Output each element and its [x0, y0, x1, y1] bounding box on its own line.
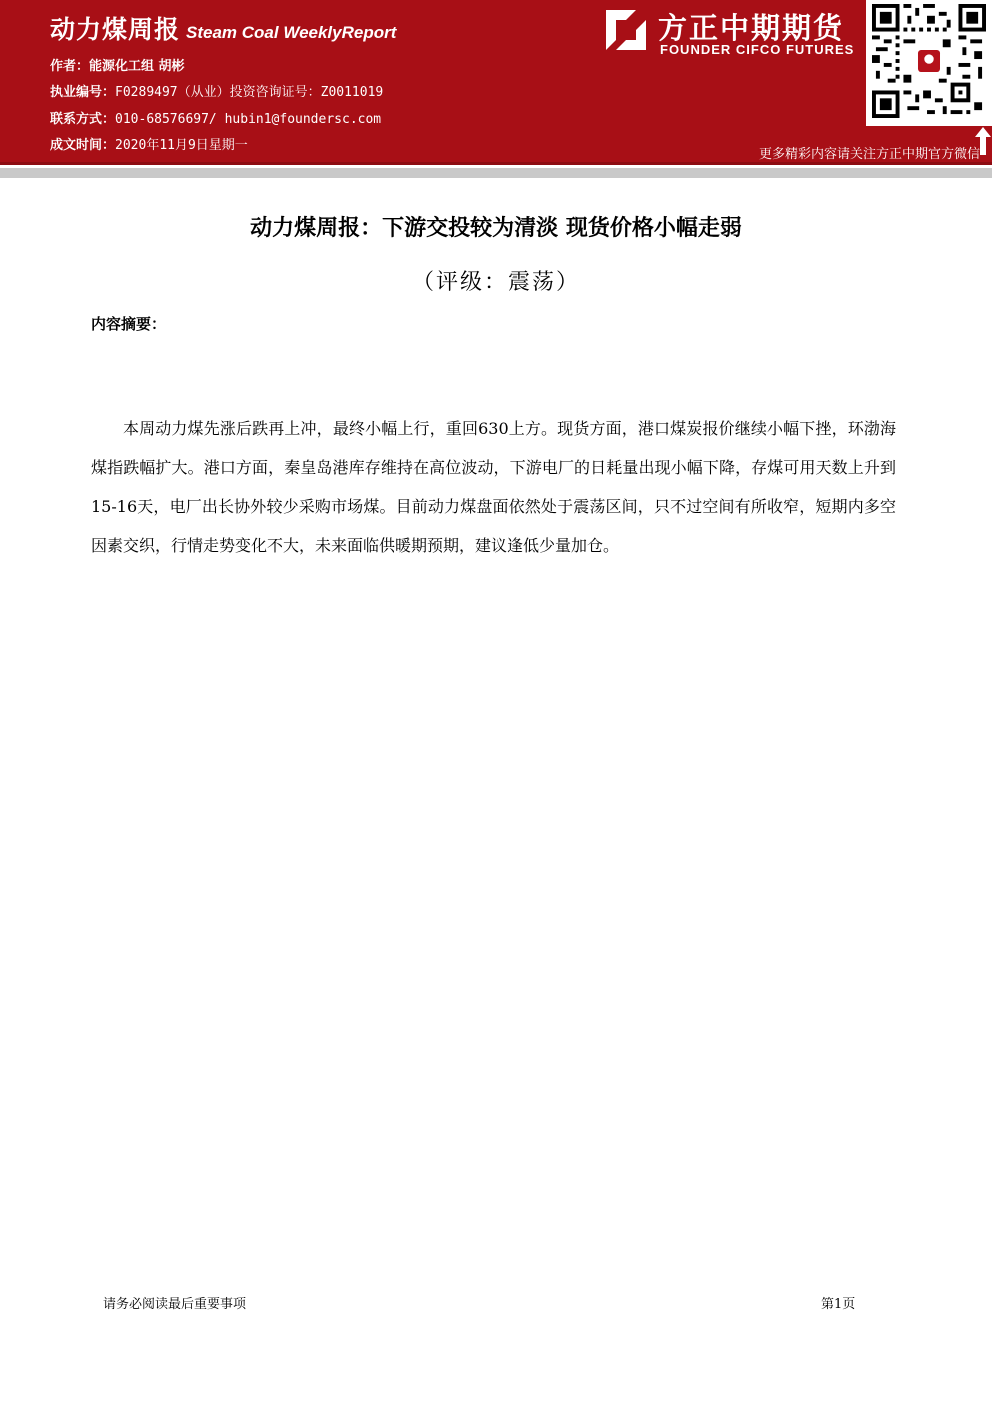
logo-en-text: FOUNDER CIFCO FUTURES [660, 42, 855, 57]
document-title: 动力煤周报：下游交投较为清淡 现货价格小幅走弱 [250, 216, 742, 241]
page-number: 第1页 [821, 1297, 856, 1312]
date-value: 2020年11月9日星期一 [115, 138, 248, 153]
header-divider [0, 162, 992, 178]
contact-value: 010-68576697/ hubin1@foundersc.com [115, 112, 382, 127]
date-label: 成文时间： [50, 138, 116, 153]
founder-logo-icon [602, 6, 650, 54]
follow-wechat-note: 更多精彩内容请关注方正中期官方微信 [758, 147, 980, 162]
qr-code [866, 0, 992, 126]
license-line [50, 81, 383, 100]
date-line [50, 134, 248, 153]
author-label: 作者： [50, 59, 90, 74]
report-header [0, 0, 992, 162]
license-value: F0289497（从业）投资咨询证号：Z0011019 [115, 85, 384, 100]
footer-notice: 请务必阅读最后重要事项 [103, 1297, 247, 1312]
contact-label: 联系方式： [50, 112, 116, 127]
author-value: 能源化工组 胡彬 [89, 59, 185, 74]
qr-code-icon [872, 4, 986, 118]
report-title-cn: 动力煤周报 [50, 15, 181, 44]
summary-paragraph: 本周动力煤先涨后跌再上冲，最终小幅上行，重回630上方。现货方面，港口煤炭报价继续小幅下挫，环渤海煤指跌幅扩大。港口方面，秦皇岛港库存维持在高位波动，下游电厂的日耗量出现小幅下降，存煤可用天数上升到15-16天，电厂出长协外较少采购市场煤。目前动力煤盘面依然处于震荡区间，只不过空间有所收窄，短期内多空因素交织，行情走势变化不大，未来面临供暖期预期，建议逢低少量加仓。 [91, 419, 896, 555]
author-line [50, 55, 185, 74]
report-title [50, 10, 396, 46]
founder-logo [602, 6, 860, 62]
logo-cn-text: 方正中期期货 [658, 11, 845, 45]
rating-label: （评级：震荡） [411, 270, 580, 295]
license-label: 执业编号： [50, 85, 116, 100]
contact-line [50, 108, 381, 127]
report-title-en: Steam Coal WeeklyReport [186, 23, 397, 42]
summary-heading: 内容摘要： [91, 315, 167, 333]
